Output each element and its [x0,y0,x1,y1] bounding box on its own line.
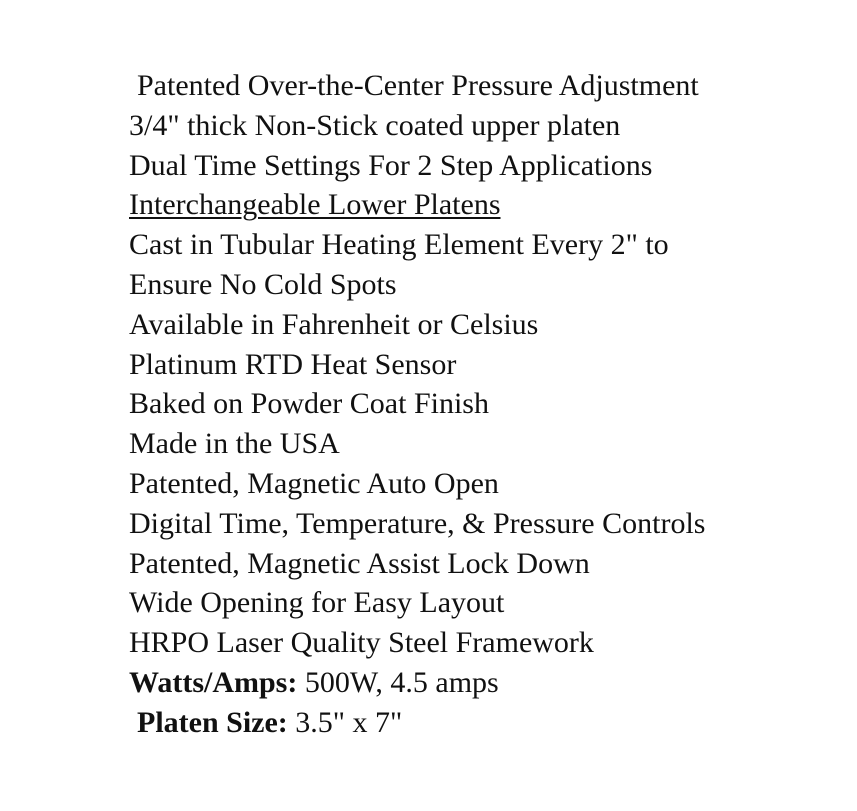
feature-line: Ensure No Cold Spots [129,267,397,301]
feature-line: Made in the USA [129,427,340,461]
feature-document [129,66,844,743]
feature-line: Platinum RTD Heat Sensor [129,347,457,381]
feature-line: Patented Over-the-Center Pressure Adjustment [137,69,699,102]
spec-watts-amps-value: 500W, 4.5 amps [304,665,499,699]
spec-watts-amps [129,663,844,703]
feature-line: Available in Fahrenheit or Celsius [129,307,539,341]
feature-line: Dual Time Settings For 2 Step Applications [129,148,653,182]
feature-line: HRPO Laser Quality Steel Framework [129,626,594,660]
spec-platen-size [129,703,844,743]
feature-line: 3/4" thick Non-Stick coated upper platen [129,108,621,142]
feature-underlined-text: Interchangeable Lower Platens [129,188,501,222]
spec-platen-size-value: 3.5" x 7" [295,705,403,739]
feature-line: Baked on Powder Coat Finish [129,387,489,421]
spec-platen-size-label: Platen Size: [137,705,288,739]
feature-line: Digital Time, Temperature, & Pressure Controls [129,506,706,540]
feature-line: Wide Opening for Easy Layout [129,586,505,620]
feature-line: Patented, Magnetic Assist Lock Down [129,546,590,580]
feature-line-underlined [129,185,844,225]
feature-line: Patented, Magnetic Auto Open [129,466,499,500]
spec-watts-amps-label: Watts/Amps: [129,665,298,699]
feature-line: Cast in Tubular Heating Element Every 2" to [129,228,669,262]
